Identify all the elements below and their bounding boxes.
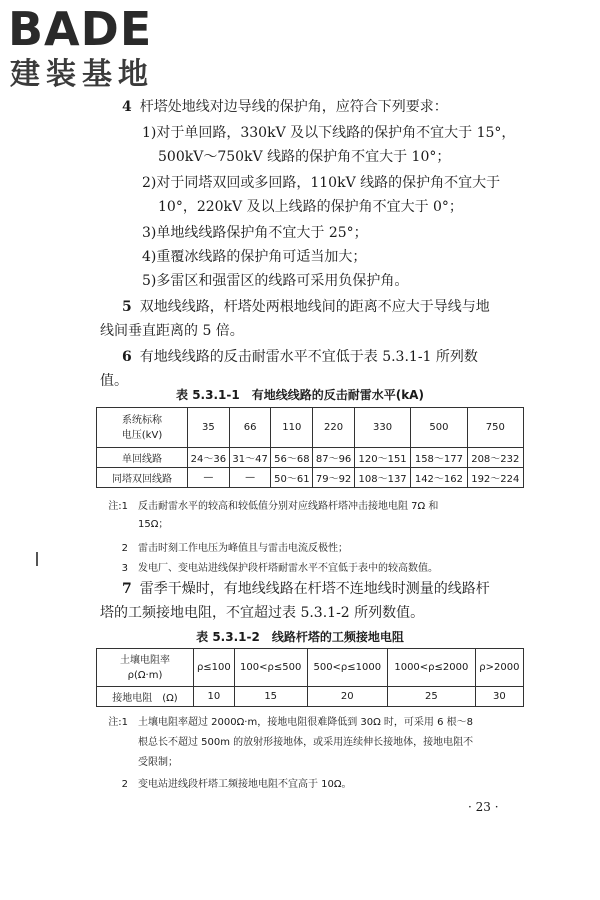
item-4-sub-1a: 1)对于单回路，330kV 及以下线路的保护角不宜大于 15°， — [142, 125, 516, 141]
table-cell: 500<ρ≤1000 — [307, 649, 387, 687]
logo-subtitle: 建装基地 — [10, 57, 154, 92]
table-cell: 15 — [234, 687, 307, 707]
table-cell: 20 — [307, 687, 387, 707]
item-4: 4 杆塔处地线对边导线的保护角，应符合下列要求： — [122, 99, 448, 115]
margin-mark — [36, 552, 38, 566]
logo-text: BADE — [8, 2, 153, 56]
table-cell: 79～92 — [313, 468, 355, 488]
table-cell: 120～151 — [354, 448, 410, 468]
table-2-note-1-cont-2: 受限制； — [138, 757, 178, 768]
table-1-note-3: 3 发电厂、变电站进线保护段杆塔耐雷水平不宜低于表中的较高数值。 — [121, 563, 438, 574]
table-cell: ρ>2000 — [475, 649, 523, 687]
table-1-note-1: 注:1 反击耐雷水平的较高和较低值分别对应线路杆塔冲击接地电阻 7Ω 和 — [108, 501, 439, 512]
table-cell: 142～162 — [411, 468, 467, 488]
table-cell: ρ≤100 — [194, 649, 235, 687]
table-row — [97, 448, 524, 468]
brand-logo — [8, 2, 183, 92]
item-4-sub-5: 5)多雷区和强雷区的线路可采用负保护角。 — [142, 273, 409, 289]
table-cell: 110 — [271, 408, 313, 448]
table-cell: 100<ρ≤500 — [234, 649, 307, 687]
table-1-note-2: 2 雷击时刻工作电压为峰值且与雷击电流反极性； — [121, 543, 348, 554]
table-cell: 66 — [229, 408, 271, 448]
table-cell: 10 — [194, 687, 235, 707]
table-2-caption: 表 5.3.1-2 线路杆塔的工频接地电阻 — [196, 630, 404, 644]
table-2-note-2: 2 变电站进线段杆塔工频接地电阻不宜高于 10Ω。 — [121, 779, 352, 790]
table-2-header-cell: 土壤电阻率 ρ(Ω·m) — [97, 649, 194, 687]
table-row — [97, 408, 524, 448]
table-cell: — — [229, 468, 271, 488]
table-2 — [96, 648, 524, 707]
table-1-header-cell: 系统标称 电压(kV) — [97, 408, 188, 448]
table-cell: 25 — [387, 687, 475, 707]
table-row-label: 同塔双回线路 — [97, 468, 188, 488]
item-4-sub-4: 4)重覆冰线路的保护角可适当加大； — [142, 249, 367, 265]
table-cell: 750 — [467, 408, 523, 448]
table-cell: — — [188, 468, 230, 488]
table-2-note-1: 注:1 土壤电阻率超过 2000Ω·m，接地电阻很难降低到 30Ω 时，可采用 6 根～8 — [108, 717, 473, 728]
item-7-line-2: 塔的工频接地电阻，不宜超过表 5.3.1-2 所列数值。 — [100, 605, 425, 621]
table-1-caption: 表 5.3.1-1 有地线线路的反击耐雷水平(kA) — [176, 388, 424, 402]
item-5-line-1: 5 双地线线路，杆塔处两根地线间的距离不应大于导线与地 — [122, 299, 490, 315]
item-4-sub-1b: 500kV～750kV 线路的保护角不宜大于 10°； — [158, 149, 451, 165]
table-cell: 24～36 — [188, 448, 230, 468]
table-cell: 31～47 — [229, 448, 271, 468]
table-cell: 30 — [475, 687, 523, 707]
table-cell: 192～224 — [467, 468, 523, 488]
table-cell: 108～137 — [354, 468, 410, 488]
page-number: · 23 · — [468, 800, 499, 814]
table-row-label: 接地电阻 (Ω) — [97, 687, 194, 707]
table-row — [97, 687, 524, 707]
table-cell: 500 — [411, 408, 467, 448]
table-cell: 158～177 — [411, 448, 467, 468]
table-cell: 330 — [354, 408, 410, 448]
table-row — [97, 649, 524, 687]
table-row-label: 单回线路 — [97, 448, 188, 468]
table-cell: 1000<ρ≤2000 — [387, 649, 475, 687]
item-6-line-2: 值。 — [100, 373, 128, 389]
item-7-line-1: 7 雷季干燥时，有地线线路在杆塔不连地线时测量的线路杆 — [122, 581, 490, 597]
table-cell: 56～68 — [271, 448, 313, 468]
item-4-sub-2b: 10°，220kV 及以上线路的保护角不宜大于 0°； — [158, 199, 463, 215]
table-1-note-1-cont: 15Ω； — [138, 519, 169, 530]
item-5-line-2: 线间垂直距离的 5 倍。 — [100, 323, 244, 339]
table-2-note-1-cont-1: 根总长不超过 500m 的放射形接地体，或采用连续伸长接地体，接地电阻不 — [138, 737, 474, 748]
table-1 — [96, 407, 524, 488]
item-4-sub-2a: 2)对于同塔双回或多回路，110kV 线路的保护角不宜大于 — [142, 175, 501, 191]
item-4-sub-3: 3)单地线线路保护角不宜大于 25°； — [142, 225, 368, 241]
table-cell: 35 — [188, 408, 230, 448]
table-cell: 87～96 — [313, 448, 355, 468]
table-cell: 50～61 — [271, 468, 313, 488]
table-cell: 220 — [313, 408, 355, 448]
item-6-line-1: 6 有地线线路的反击耐雷水平不宜低于表 5.3.1-1 所列数 — [122, 349, 478, 365]
table-cell: 208～232 — [467, 448, 523, 468]
table-row — [97, 468, 524, 488]
